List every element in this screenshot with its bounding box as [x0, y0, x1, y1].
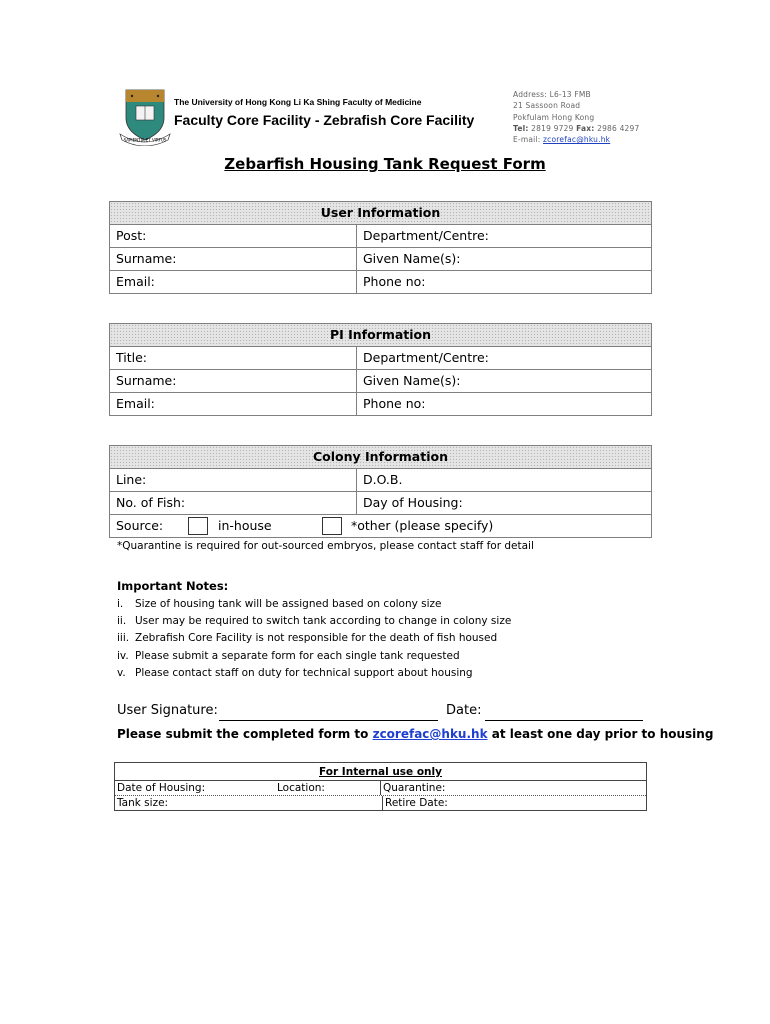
form-title-text: Zebarfish Housing Tank Request Form	[224, 155, 546, 173]
user-post-field[interactable]: Post:	[110, 225, 357, 247]
pi-information-heading: PI Information	[110, 324, 651, 347]
table-row	[110, 393, 651, 415]
date-line[interactable]	[485, 720, 643, 721]
tel-number: 2819 9729	[531, 123, 574, 133]
list-item	[117, 666, 511, 683]
note-number: iv.	[117, 649, 129, 662]
list-item	[117, 597, 511, 614]
note-text: Size of housing tank will be assigned based on colony size	[135, 598, 442, 610]
source-row	[110, 515, 651, 537]
note-text: Please contact staff on duty for technical support about housing	[135, 666, 473, 679]
pi-title-field[interactable]: Title:	[110, 347, 357, 369]
user-information-table	[109, 201, 652, 294]
tank-size-cell: Tank size:	[117, 797, 169, 809]
submit-instruction	[117, 727, 713, 741]
list-item	[117, 631, 511, 648]
table-row	[110, 347, 651, 370]
in-house-checkbox[interactable]	[188, 517, 208, 535]
form-title	[0, 155, 770, 173]
user-surname-field[interactable]: Surname:	[110, 248, 357, 270]
table-row	[110, 492, 651, 515]
internal-use-table	[114, 762, 647, 811]
table-row	[110, 225, 651, 248]
fax-number: 2986 4297	[597, 123, 640, 133]
email-label: E-mail:	[513, 135, 541, 145]
contact-email	[513, 134, 639, 145]
table-row	[115, 796, 646, 810]
note-number: iii.	[117, 632, 130, 645]
list-item	[117, 649, 511, 666]
facility-name: Faculty Core Facility - Zebrafish Core Facility	[174, 112, 475, 128]
important-notes-list	[117, 597, 511, 683]
facility-email-link[interactable]: zcorefac@hku.hk	[543, 135, 611, 145]
colony-line-field[interactable]: Line:	[110, 469, 357, 491]
other-source-checkbox[interactable]	[322, 517, 342, 535]
pi-phone-field[interactable]: Phone no:	[363, 396, 426, 411]
pi-department-field[interactable]: Department/Centre:	[363, 350, 489, 365]
retire-date-cell: Retire Date:	[382, 796, 646, 810]
important-notes-title: Important Notes:	[117, 579, 229, 593]
number-of-fish-field[interactable]: No. of Fish:	[110, 492, 357, 514]
user-given-name-field[interactable]: Given Name(s):	[363, 251, 461, 266]
fax-label: Fax:	[576, 123, 595, 133]
tel-label: Tel:	[513, 123, 529, 133]
submit-prefix: Please submit the completed form to	[117, 727, 373, 741]
university-crest-logo	[118, 88, 172, 146]
internal-use-heading-text: For Internal use only	[319, 766, 442, 778]
address-line-1: Address: L6-13 FMB	[513, 90, 591, 99]
user-signature-line[interactable]	[219, 720, 438, 721]
note-number: i.	[117, 598, 124, 610]
pi-information-table	[109, 323, 652, 416]
table-row	[110, 469, 651, 492]
in-house-label: in-house	[218, 518, 272, 533]
submit-suffix: at least one day prior to housing	[487, 727, 714, 741]
pi-email-field[interactable]: Email:	[110, 393, 357, 415]
table-row	[110, 248, 651, 271]
table-row	[110, 271, 651, 293]
facility-address	[513, 89, 639, 145]
user-information-heading: User Information	[110, 202, 651, 225]
note-number: v.	[117, 666, 126, 679]
table-row	[115, 781, 646, 796]
date-of-housing-cell: Date of Housing:	[117, 782, 206, 794]
list-item	[117, 614, 511, 631]
user-department-field[interactable]: Department/Centre:	[363, 228, 489, 243]
note-text: Zebrafish Core Facility is not responsible for the death of fish housed	[135, 632, 498, 645]
pi-given-name-field[interactable]: Given Name(s):	[363, 373, 461, 388]
address-line-3: Pokfulam Hong Kong	[513, 112, 595, 122]
note-number: ii.	[117, 615, 127, 628]
note-text: User may be required to switch tank according to change in colony size	[135, 615, 512, 628]
user-email-field[interactable]: Email:	[110, 271, 357, 293]
contact-phone-fax	[513, 123, 639, 134]
colony-information-heading: Colony Information	[110, 446, 651, 469]
other-source-label: *other (please specify)	[351, 518, 494, 533]
user-signature-label: User Signature:	[117, 703, 218, 718]
logo-motto: SAPIENTIA ET VIRTUS	[123, 137, 167, 143]
note-text: Please submit a separate form for each single tank requested	[135, 649, 460, 662]
source-label: Source:	[116, 518, 164, 533]
pi-surname-field[interactable]: Surname:	[110, 370, 357, 392]
user-phone-field[interactable]: Phone no:	[363, 274, 426, 289]
colony-dob-field[interactable]: D.O.B.	[363, 472, 403, 487]
location-cell: Location:	[277, 782, 325, 794]
date-label: Date:	[446, 703, 482, 718]
university-name: The University of Hong Kong Li Ka Shing Faculty of Medicine	[174, 97, 422, 107]
colony-information-table	[109, 445, 652, 538]
address-line-2: 21 Sassoon Road	[513, 101, 581, 111]
day-of-housing-field[interactable]: Day of Housing:	[363, 495, 463, 510]
quarantine-note: *Quarantine is required for out-sourced embryos, please contact staff for detail	[117, 540, 534, 552]
internal-use-heading	[115, 763, 646, 781]
quarantine-cell: Quarantine:	[380, 781, 646, 795]
table-row	[110, 370, 651, 393]
submit-email-link[interactable]: zcorefac@hku.hk	[372, 727, 488, 741]
